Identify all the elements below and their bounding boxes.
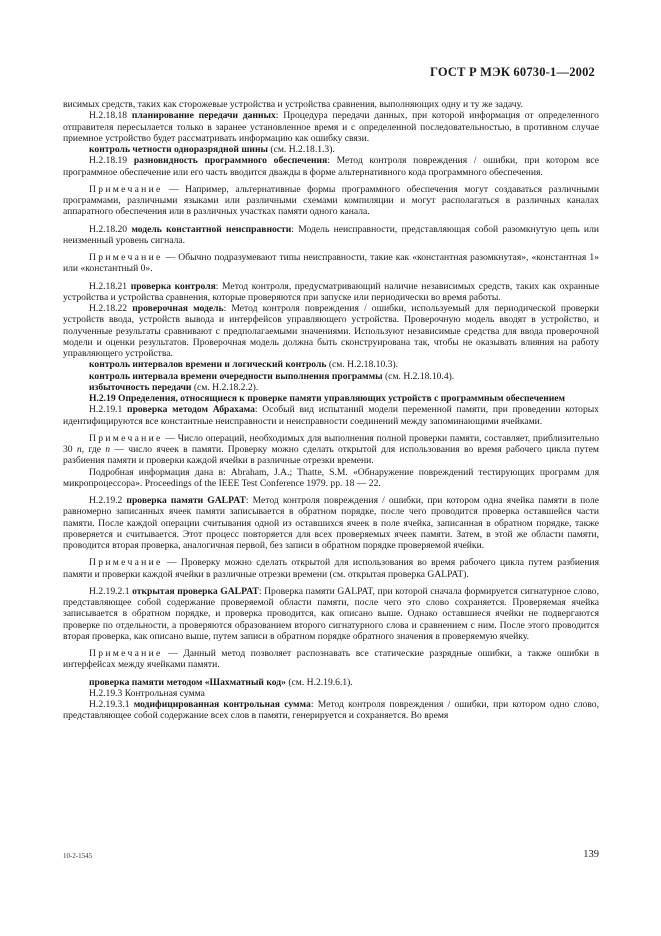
text-run: Н.2.19.2	[89, 495, 127, 506]
term: проверка памяти GALPAT	[126, 495, 246, 506]
paragraph	[63, 699, 599, 722]
text-run: — Данный метод позволяет распознавать все статические разрядные ошибки, а также ошибки в интерфейсах между ячейками памяти.	[63, 648, 599, 671]
note-label: Примечание	[89, 432, 163, 444]
paragraph	[63, 224, 599, 247]
footer-print-code: 10-2-1545	[63, 852, 93, 860]
note-label: Примечание	[89, 557, 163, 569]
text-run: : Метод контроля, предусматривающий наличие независимых средств, таких как охранные устройства и устройства сравнения, которые проверяются при запуске или периодически во время работы.	[63, 280, 599, 303]
paragraph	[63, 648, 599, 671]
text-run: Н.2.18.20	[89, 223, 132, 235]
text-run: : Метод контроля повреждения / ошибки, при котором одно слово, представляющее собой содержание всех слов в памяти, генерируется и сохраняется. Во время	[63, 699, 599, 722]
text-run: (см. Н.2.18.1.3).	[267, 144, 335, 155]
paragraph	[63, 99, 599, 110]
text-run: — Обычно подразумевают типы неисправности, такие как «константная разомкнутая», «константная 1» или «константный 0».	[63, 252, 599, 275]
paragraph	[63, 110, 599, 144]
document-body	[63, 99, 599, 722]
variable: n	[105, 444, 111, 455]
text-run: : Проверка памяти GALPAT, при которой сначала формируется сигнатурное слово, представляющее собой содержание проверяемой области памяти, после чего это слово сохраняется. Проверяемая ячейка записывается в обратном порядке, и проверка проводится, как описано выше. Однако оставшиеся ячейки не подвергаются проверке по отдельности, а проверяются образованием второго сигнатурного слова и сравнением с ним. После этого проводится вторая проверка, как описано выше, путем записи в обратном порядке обратного значения в проверяемую ячейку.	[63, 585, 600, 642]
note-label: Примечание	[89, 648, 163, 659]
text-run: — число ячеек в памяти. Проверку можно сделать открытой для использования во время рабочего цикла путем разбиения памяти и проверки каждой ячейки в различные отрезки времени.	[63, 444, 599, 467]
term: модифицированная контрольная сумма	[133, 699, 311, 710]
paragraph	[63, 467, 599, 490]
paragraph	[63, 371, 599, 382]
term: планирование передачи данных	[131, 110, 276, 122]
text-run: (см. Н.2.18.2.2).	[191, 381, 259, 393]
term: проверочная модель	[132, 303, 224, 314]
text-run: Н.2.18.19	[89, 155, 134, 167]
paragraph	[63, 184, 599, 218]
text-run: Н.2.19.3.1	[89, 699, 134, 710]
text-run: (см. Н.2.19.6.1).	[285, 676, 353, 688]
note-label: Примечание	[89, 183, 163, 195]
term: проверка методом Абрахама	[127, 404, 255, 416]
text-run: — Например, альтернативные формы программного обеспечения могут создаваться различными программами, различными языками или различными схемами компиляции и могут располагаться в различных каналах аппаратного обеспечения или в различных участках памяти одного канала.	[63, 183, 599, 218]
term: разновидность программного обеспечения	[133, 155, 328, 167]
paragraph	[63, 495, 599, 551]
text-run: : Процедура передачи данных, при которой информация от определенного отправителя пересылается только в заранее установленное время и с определенной последовательностью, в противном случае приемное устройство будет рассматривать информацию как ошибку связи.	[63, 110, 599, 144]
text-run: : Метод контроля повреждения / ошибки, при котором все программное обеспечение или его часть вводится дважды в форме альтернативного кода программного обеспечения.	[63, 155, 599, 178]
text-run: (см. Н.2.18.10.3).	[326, 359, 399, 371]
term: контроль четности одноразрядной шины	[89, 144, 268, 155]
paragraph	[63, 155, 599, 178]
text-run: : Особый вид испытаний модели переменной памяти, при проведении которых идентифицируются все константные неисправности и неисправности соединений между запоминающими ячейками.	[63, 404, 599, 427]
text-run: : Метод контроля повреждения / ошибки, при котором одна ячейка памяти в поле равномерно записанных ячеек памяти записывается в обратном порядке, после чего проводится проверка оставшейся части памяти. После каждой операции считывания одной из оставшихся ячеек в поле ячейка, записанная в обратном порядке, также проверяется и считывается. Этот процесс повторяется для всех проверяемых ячеек памяти. Затем, в этой же области памяти, проводится вторая проверка, аналогичная первой, без записи в обратном порядке проверяемой ячейки.	[63, 495, 599, 551]
page-number: 139	[583, 849, 599, 860]
paragraph	[63, 252, 599, 275]
text-run: Н.2.18.22	[89, 303, 133, 314]
variable: n	[76, 444, 82, 455]
paragraph	[63, 677, 599, 688]
text-run: Н.2.18.18	[89, 110, 132, 122]
text-run: висимых средств, таких как сторожевые устройства и устройства сравнения, выполняющих одну и ту же задачу.	[63, 99, 523, 110]
paragraph	[63, 586, 599, 642]
paragraph	[63, 281, 599, 304]
text-run: Подробная информация дана в: Abraham, J.A.; Thatte, S.M. «Обнаружение повреждений тестирующих программ для микропроцессора». Proceedings of the IEEE Test Conference 1979. pp. 18 — 22.	[63, 466, 599, 489]
paragraph	[63, 688, 599, 699]
text-run: : Модель неисправности, представляющая собой разомкнутую цепь или неизменный уровень сигнала.	[63, 223, 599, 246]
term: проверка памяти методом «Шахматный код»	[89, 676, 286, 688]
term: проверка контроля	[130, 280, 216, 292]
paragraph	[63, 557, 599, 580]
term: контроль интервалов времени и логический контроль	[89, 359, 327, 371]
text-run: Н.2.19.1	[89, 404, 128, 416]
term: избыточность передачи	[89, 381, 192, 393]
paragraph	[63, 382, 599, 393]
text-run: , где	[81, 444, 106, 455]
term: Н.2.19 Определения, относящиеся к проверке памяти управляющих устройств с программным обеспечением	[89, 393, 566, 404]
paragraph	[63, 144, 599, 155]
term: модель константной неисправности	[131, 223, 292, 235]
paragraph	[63, 404, 599, 427]
paragraph	[63, 303, 599, 359]
note-label: Примечание	[89, 252, 163, 263]
term: открытая проверка GALPAT	[132, 585, 259, 597]
text-run: Н.2.18.21	[89, 280, 131, 292]
text-run: Н.2.19.2.1	[89, 585, 133, 597]
text-run: Н.2.19.3 Контрольная сумма	[89, 687, 205, 699]
paragraph	[63, 359, 599, 370]
document-header: ГОСТ Р МЭК 60730-1—2002	[430, 65, 595, 79]
text-run: — Число операций, необходимых для выполнения полной проверки памяти, составляет, приблизительно 30	[63, 432, 599, 455]
text-run: (см. Н.2.18.10.4).	[382, 370, 455, 382]
text-run: : Метод контроля повреждения / ошибки, используемый для периодической проверки устройств ввода, устройств вывода и интерфейсов управляющего устройства. Проверочную модель вводят в устройство, и полученные результаты сравнивают с предполагаемыми значениями. Используют независимые средства для ввода проверочной модели и оценки результатов. Проверочная модель должна быть сконструирована так, чтобы не оказывать влияния на работу управляющего устройства.	[63, 303, 599, 359]
text-run: — Проверку можно сделать открытой для использования во время рабочего цикла путем разбиения памяти и проверки каждой ячейки в различные отрезки времени (см. открытая проверка GALPAT).	[63, 557, 599, 580]
term: контроль интервала времени очередности выполнения программы	[89, 370, 383, 382]
paragraph	[63, 433, 599, 467]
paragraph	[63, 393, 599, 404]
